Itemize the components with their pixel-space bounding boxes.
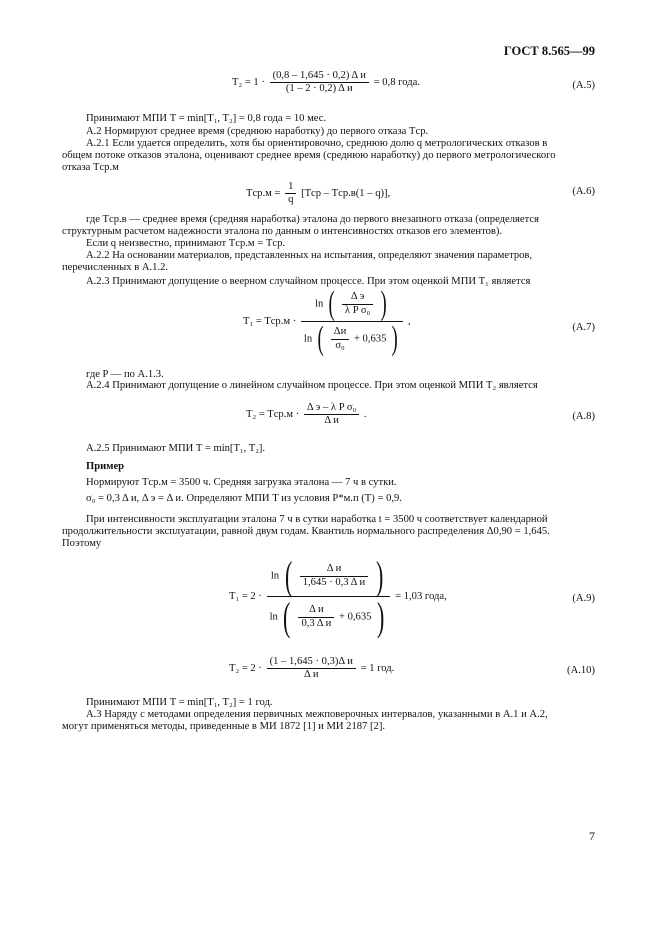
equation-label: (А.8) bbox=[572, 411, 595, 422]
inner-denominator: λ P σ₀ bbox=[344, 304, 371, 316]
inner-denominator: σ₀ bbox=[335, 339, 345, 351]
equation-lhs: Tср.м = bbox=[246, 188, 281, 200]
paragraph: где Tср.в — среднее время (средняя наработка) эталона до первого внезапного отказа (определяется bbox=[86, 214, 539, 225]
equation-lhs: T₂ = Tср.м · bbox=[246, 409, 300, 421]
ln-operator: ln bbox=[303, 333, 313, 345]
paren-left: ( bbox=[283, 594, 291, 639]
paragraph: отказа Tср.м bbox=[62, 162, 119, 173]
equation-lhs: T₂ = 2 · bbox=[229, 663, 262, 675]
paragraph: Принимают МПИ T = min[T₁, T₂] = 1 год. bbox=[86, 697, 273, 708]
paragraph: При интенсивности эксплуатации эталона 7 ч в сутки наработка t = 3500 ч соответствует календарной bbox=[86, 514, 548, 525]
inner-denominator: 1,645 · 0,3 Δ и bbox=[302, 576, 366, 588]
paragraph: перечисленных в А.1.2. bbox=[62, 262, 169, 273]
equation-lhs: T₂ = 1 · bbox=[232, 77, 265, 89]
addend: + 0,635 bbox=[338, 611, 372, 623]
fraction bbox=[301, 287, 403, 356]
paren-left: ( bbox=[328, 285, 335, 322]
fraction-numerator: 1 bbox=[285, 181, 296, 194]
paren-right: ) bbox=[375, 553, 384, 598]
fraction-denominator bbox=[301, 322, 403, 356]
fraction bbox=[267, 553, 391, 639]
paragraph: А.2.3 Принимают допущение о веерном случайном процессе. При этом оценкой МПИ T₁ является bbox=[86, 276, 531, 287]
fraction-denominator: q bbox=[288, 194, 294, 206]
fraction bbox=[270, 70, 369, 95]
equation-lhs: T₁ = Tср.м · bbox=[243, 315, 297, 327]
inner-numerator: Δ э bbox=[342, 291, 373, 304]
fraction-denominator: Δ и bbox=[324, 415, 339, 427]
paren-right: ) bbox=[391, 320, 398, 357]
fraction bbox=[267, 656, 356, 681]
equation-lhs: T₁ = 2 · bbox=[229, 590, 262, 602]
paragraph: Принимают МПИ T = min[T₁, T₂] = 0,8 года = 10 мес. bbox=[86, 113, 327, 124]
addend: + 0,635 bbox=[353, 333, 387, 345]
fraction-numerator: (1 – 1,645 · 0,3)Δ и bbox=[267, 656, 356, 669]
punctuation: . bbox=[363, 409, 367, 421]
equation-a8 bbox=[246, 402, 367, 427]
equation-label: (А.10) bbox=[567, 665, 595, 676]
inner-fraction bbox=[331, 326, 349, 351]
paren-left: ( bbox=[284, 553, 293, 598]
fraction-numerator bbox=[267, 553, 391, 598]
paren-right: ) bbox=[377, 594, 385, 639]
equation-a10 bbox=[229, 656, 394, 681]
equation-a5 bbox=[232, 70, 420, 95]
equation-a9 bbox=[229, 553, 447, 639]
inner-denominator: 0,3 Δ и bbox=[301, 617, 332, 629]
equation-rhs: = 1,03 года, bbox=[395, 590, 447, 602]
equation-rhs: = 0,8 года. bbox=[373, 77, 420, 89]
paragraph: Нормируют Tср.м = 3500 ч. Средняя загрузка эталона — 7 ч в сутки. bbox=[86, 477, 397, 488]
fraction bbox=[285, 181, 296, 206]
paragraph: А.2 Нормируют среднее время (среднюю наработку) до первого отказа Tср. bbox=[86, 126, 429, 137]
document-header: ГОСТ 8.565—99 bbox=[503, 44, 595, 58]
fraction-numerator: Δ э – λ P σ₀ bbox=[304, 402, 359, 415]
paragraph: А.2.1 Если удается определить, хотя бы ориентировочно, среднюю долю q метрологических отказов в bbox=[86, 138, 548, 149]
inner-fraction bbox=[298, 604, 334, 629]
paragraph: могут применяться методы, приведенные в МИ 1872 [1] и МИ 2187 [2]. bbox=[62, 721, 385, 732]
paragraph: А.2.5 Принимают МПИ T = min[T₁, T₂]. bbox=[86, 443, 266, 454]
fraction-denominator bbox=[267, 594, 391, 639]
equation-a6 bbox=[246, 181, 390, 206]
equation-a7 bbox=[243, 287, 411, 356]
fraction-numerator: (0,8 – 1,645 · 0,2) Δ и bbox=[270, 70, 369, 83]
paragraph: общем потоке отказов эталона, оценивают среднее время (среднюю наработку) до первого метрологического bbox=[62, 150, 556, 161]
ln-operator: ln bbox=[269, 611, 278, 623]
page-number: 7 bbox=[589, 829, 595, 843]
paragraph: σ₀ = 0,3 Δ и, Δ э = Δ и. Определяют МПИ T из условия P*м.п (T) = 0,9. bbox=[86, 493, 402, 504]
inner-numerator: Δи bbox=[331, 326, 349, 339]
paren-left: ( bbox=[317, 320, 324, 357]
inner-numerator: Δ и bbox=[300, 563, 369, 576]
equation-label: (А.6) bbox=[572, 186, 595, 197]
inner-fraction bbox=[300, 563, 369, 588]
ln-operator: ln bbox=[270, 570, 280, 582]
ln-operator: ln bbox=[315, 298, 324, 310]
paragraph: где P — по А.1.3. bbox=[86, 369, 164, 380]
paragraph: Если q неизвестно, принимают Tср.м = Tср. bbox=[86, 238, 286, 249]
paragraph: А.2.2 На основании материалов, представленных на испытания, определяют значения параметров, bbox=[86, 250, 533, 261]
paragraph: Поэтому bbox=[62, 538, 102, 549]
paragraph: А.3 Наряду с методами определения первичных межповерочных интервалов, указанными в А.1 и А.2, bbox=[86, 709, 548, 720]
fraction-denominator: Δ и bbox=[304, 669, 319, 681]
equation-label: (А.9) bbox=[572, 593, 595, 604]
fraction-numerator bbox=[301, 287, 403, 322]
inner-numerator: Δ и bbox=[298, 604, 334, 617]
punctuation: , bbox=[408, 315, 411, 327]
equation-label: (А.5) bbox=[572, 80, 595, 91]
equation-rhs: = 1 год. bbox=[360, 663, 395, 675]
example-title: Пример bbox=[86, 461, 125, 472]
fraction bbox=[304, 402, 359, 427]
paragraph: продолжительности эксплуатации, равной двум годам. Квантиль нормального распределения Δ0,90 = 1,645. bbox=[62, 526, 550, 537]
paren-right: ) bbox=[380, 285, 387, 322]
paragraph: А.2.4 Принимают допущение о линейном случайном процессе. При этом оценкой МПИ T₂ является bbox=[86, 380, 538, 391]
equation-label: (А.7) bbox=[572, 322, 595, 333]
equation-rhs: [Tср – Tср.в(1 – q)], bbox=[301, 188, 391, 200]
paragraph: структурным расчетом надежности эталона по данным о интенсивностях отказов его элементов). bbox=[62, 226, 503, 237]
fraction-denominator: (1 – 2 · 0,2) Δ и bbox=[285, 83, 353, 95]
inner-fraction bbox=[342, 291, 373, 316]
